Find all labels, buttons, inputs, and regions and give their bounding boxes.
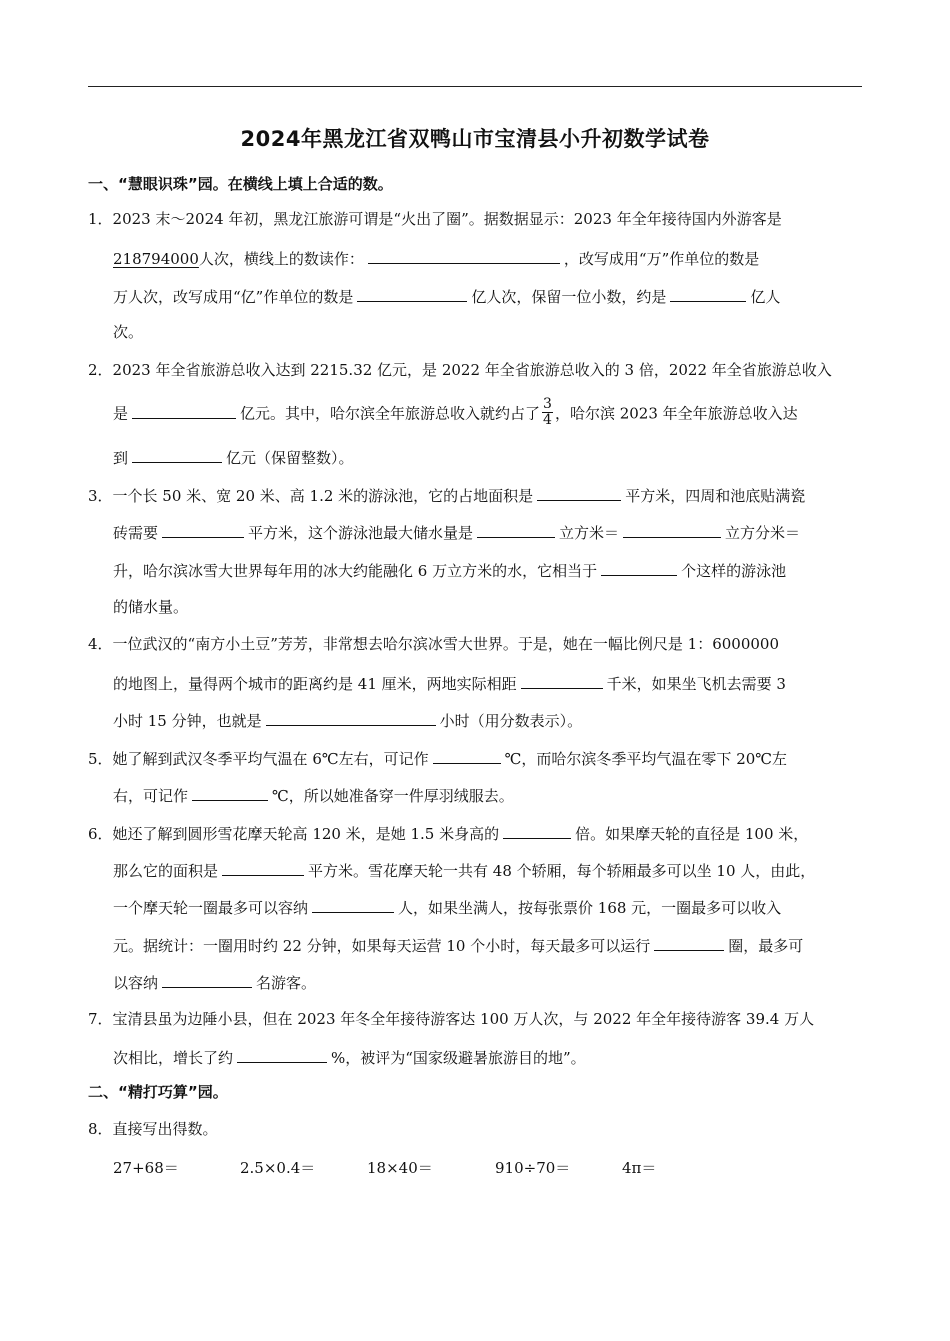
q5-line-2: 右，可记作 ℃，所以她准备穿一件厚羽绒服去。 (113, 784, 514, 806)
q3-line-4: 的储水量。 (113, 598, 189, 616)
q4-blank-distance[interactable] (521, 672, 603, 689)
q7-blank-percent[interactable] (237, 1046, 327, 1063)
q1-blank-reading[interactable] (368, 247, 560, 264)
q7-line-2: 次相比，增长了约 %，被评为“国家级避暑旅游目的地”。 (113, 1046, 586, 1068)
section-2-heading: 二、“精打巧算”园。 (88, 1083, 228, 1101)
q1-line-2: 218794000人次，横线上的数读作： ，改写成用“万”作单位的数是 (113, 247, 759, 269)
q3-line-1: 3．一个长 50 米、宽 20 米、高 1.2 米的游泳池，它的占地面积是 平方米，四周和池底贴满瓷 (88, 484, 805, 506)
q2-line-1: 2．2023 年全省旅游总收入达到 2215.32 亿元，是 2022 年全省旅游总收入的 3 倍，2022 年全省旅游总收入 (88, 361, 832, 379)
q1-line-1: 1．2023 末～2024 年初，黑龙江旅游可谓是“火出了圈”。据数据显示：2023 年全年接待国内外游客是 (88, 210, 782, 228)
q6-blank-area[interactable] (222, 859, 304, 876)
q5-blank-harbin[interactable] (192, 784, 268, 801)
q6-blank-visitors[interactable] (162, 971, 252, 988)
q1-line-3: 万人次，改写成用“亿”作单位的数是 亿人次，保留一位小数，约是 亿人 (113, 285, 780, 307)
q6-line-3: 一个摩天轮一圈最多可以容纳 人，如果坐满人，按每张票价 168 元，一圈最多可以收入 (113, 896, 781, 918)
q3-line-2: 砖需要 平方米，这个游泳池最大储水量是 立方米＝ 立方分米＝ (113, 521, 800, 543)
q6-line-1: 6．她还了解到圆形雪花摩天轮高 120 米，是她 1.5 米身高的 倍。如果摩天轮的直径是 100 米， (88, 822, 808, 844)
q3-blank-cubic-m[interactable] (477, 521, 555, 538)
q7-line-1: 7．宝清县虽为边陲小县，但在 2023 年冬全年接待游客达 100 万人次，与 2022 年全年接待游客 39.4 万人 (88, 1010, 815, 1028)
calc-item: 2.5×0.4＝ (240, 1159, 316, 1177)
section-1-heading: 一、“慧眼识珠”园。在横线上填上合适的数。 (88, 175, 393, 193)
header-rule (88, 86, 862, 87)
q4-blank-hours[interactable] (266, 709, 436, 726)
fraction-three-quarters: $\frac{3}{4}$ (543, 396, 552, 428)
q2-blank-harbin[interactable] (132, 446, 222, 463)
q5-line-1: 5．她了解到武汉冬季平均气温在 6℃左右，可记作 ℃，而哈尔滨冬季平均气温在零下 20℃左 (88, 747, 787, 769)
q2-line-3: 到 亿元（保留整数）。 (113, 446, 354, 468)
q6-line-5: 以容纳 名游客。 (113, 971, 316, 993)
calc-item: 18×40＝ (367, 1159, 433, 1177)
q2-line-2: 是 亿元。其中，哈尔滨全年旅游总收入就约占了 $\frac{3}{4}$ ，哈尔滨 2023 年全年旅游总收入达 (113, 396, 798, 428)
q6-blank-rounds[interactable] (654, 934, 724, 951)
q3-line-3: 升，哈尔滨冰雪大世界每年用的冰大约能融化 6 万立方米的水，它相当于 个这样的游泳池 (113, 559, 786, 581)
q3-blank-pools[interactable] (601, 559, 677, 576)
q3-blank-tiles[interactable] (162, 521, 244, 538)
q4-line-3: 小时 15 分钟，也就是 小时（用分数表示）。 (113, 709, 582, 731)
q4-line-2: 的地图上，量得两个城市的距离约是 41 厘米，两地实际相距 千米，如果坐飞机去需要 3 (113, 672, 786, 694)
page-title: 2024年黑龙江省双鸭山市宝清县小升初数学试卷 (240, 127, 710, 151)
q6-line-2: 那么它的面积是 平方米。雪花摩天轮一共有 48 个轿厢，每个轿厢最多可以坐 10 人，由此， (113, 859, 815, 881)
q4-line-1: 4．一位武汉的“南方小土豆”芳芳，非常想去哈尔滨冰雪大世界。于是，她在一幅比例尺是 1：6000000 (88, 635, 780, 653)
q1-blank-yi[interactable] (357, 285, 467, 302)
q6-line-4: 元。据统计：一圈用时约 22 分钟，如果每天运营 10 个小时，每天最多可以运行 圈，最多可 (113, 934, 803, 956)
q1-line-4: 次。 (113, 323, 144, 341)
q6-blank-times[interactable] (503, 822, 571, 839)
q8-prompt: 8．直接写出得数。 (88, 1120, 218, 1138)
calc-item: 4π＝ (622, 1159, 657, 1177)
q3-blank-area[interactable] (537, 484, 621, 501)
q3-blank-cubic-dm[interactable] (623, 521, 721, 538)
calc-item: 910÷70＝ (495, 1159, 571, 1177)
q5-blank-wuhan[interactable] (433, 747, 501, 764)
q1-number: 218794000 (113, 250, 199, 268)
q2-blank-income[interactable] (132, 402, 236, 419)
calc-item: 27+68＝ (113, 1159, 179, 1177)
q6-blank-capacity[interactable] (312, 896, 394, 913)
q1-blank-round[interactable] (670, 285, 746, 302)
